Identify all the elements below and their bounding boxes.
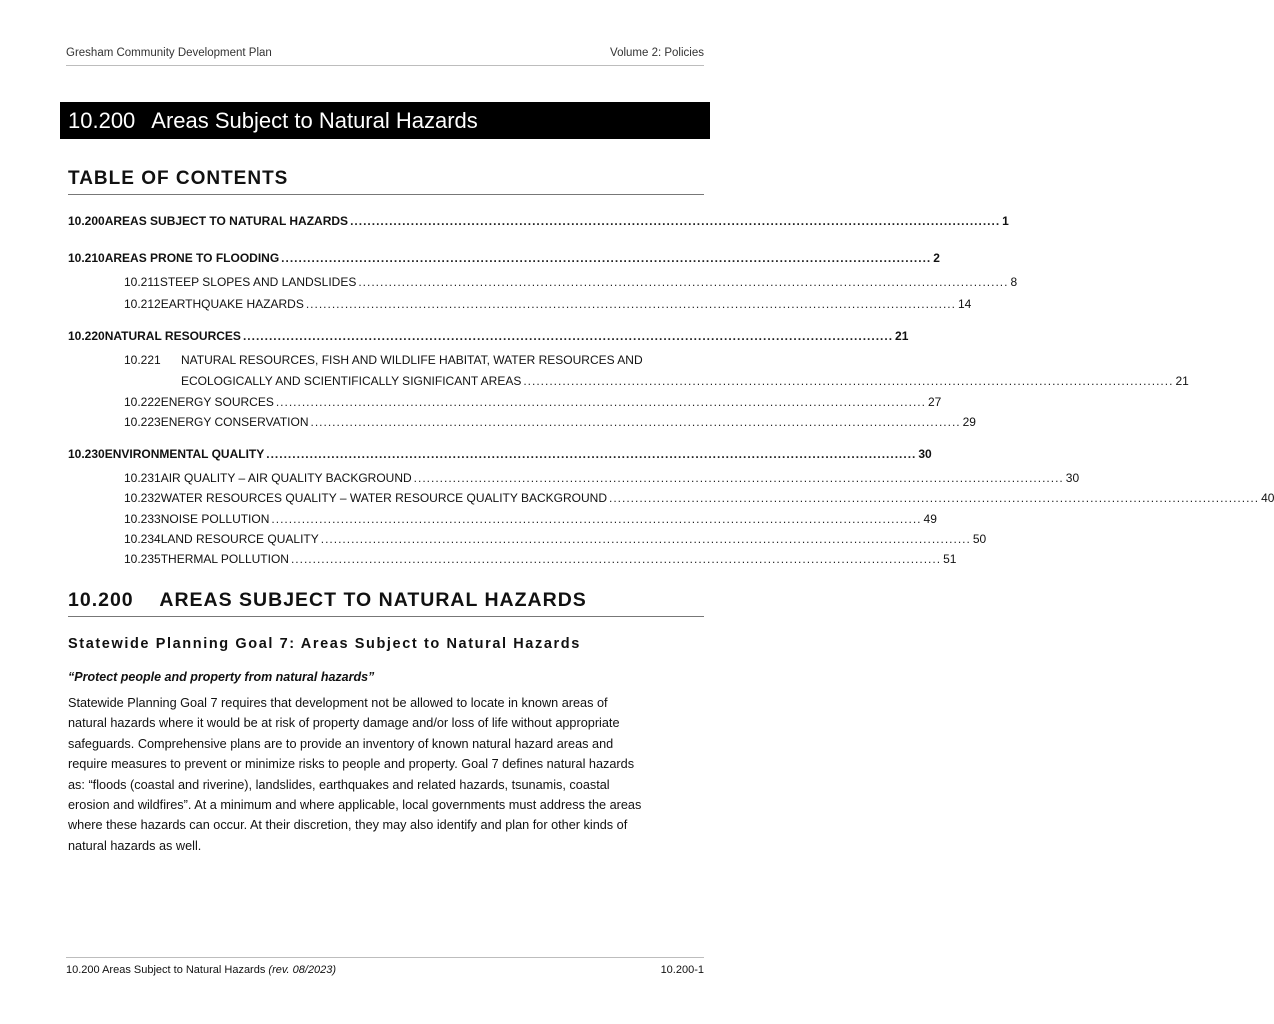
toc-entry-page: 1 [1002,214,1009,228]
toc-entry[interactable] [124,490,1274,506]
toc-dot-leader: ...................................................................................................................................................... [310,415,961,429]
body-line: natural hazards as well. [68,838,202,853]
toc-entry-page: 49 [923,512,937,526]
body-line: as: “floods (coastal and riverine), landslides, earthquakes and related hazards, tsunamis, coastal [68,777,610,792]
page-header [66,47,704,66]
toc-entry-page: 2 [933,251,940,265]
body-line: natural hazards where it would be at risk of property damage and/or loss of life without appropriate [68,716,620,731]
toc-entry-number: 10.210 [68,251,105,265]
body-line: Statewide Planning Goal 7 requires that development not be allowed to locate in known areas of [68,696,608,710]
toc-entry-title: AREAS SUBJECT TO NATURAL HAZARDS [104,214,349,228]
toc-entry-number: 10.212 [124,297,161,311]
body-line: erosion and wildfires”. At a minimum and where applicable, local governments must address the areas [68,798,642,813]
footer-chapter-title: 10.200 Areas Subject to Natural Hazards [66,964,266,976]
footer-page-number: 10.200-1 [660,964,704,976]
toc-entry-page: 14 [957,297,972,311]
toc-entry[interactable] [124,470,1080,486]
toc-entry-number: 10.235 [124,552,161,566]
toc-entry[interactable] [124,531,987,547]
toc-entry-number: 10.232 [124,491,161,505]
toc-entry-page: 21 [895,329,909,343]
toc-entry-title: AREAS PRONE TO FLOODING [104,251,280,265]
goal-subheading: Statewide Planning Goal 7: Areas Subject to Natural Hazards [68,636,581,652]
body-line: where these hazards can occur. At their discretion, they may also identify and plan for other kinds of [68,818,628,833]
toc-entry-number: 10.211 [124,275,160,289]
toc-dot-leader: ...................................................................................................................................................... [523,374,1174,388]
toc-dot-leader: ...................................................................................................................................................... [271,512,922,526]
toc-entry[interactable] [68,213,1009,229]
toc-entry[interactable] [124,296,972,312]
toc-dot-leader: ...................................................................................................................................................... [266,447,917,461]
toc-entry-title: NATURAL RESOURCES [104,329,241,343]
toc-entry-title: STEEP SLOPES AND LANDSLIDES [159,275,357,289]
toc-entry-page: 51 [943,552,957,566]
toc-heading: TABLE OF CONTENTS [68,168,704,195]
toc-entry-number: 10.233 [124,512,161,526]
toc-entry-number: 10.222 [124,395,161,409]
section-title: AREAS SUBJECT TO NATURAL HAZARDS [159,589,587,611]
toc-entry-page: 40 [1261,491,1274,505]
toc-entry-page: 27 [927,395,942,409]
footer-revision: (rev. 08/2023) [268,964,337,976]
toc-dot-leader: ...................................................................................................................................................... [413,471,1064,485]
section-number: 10.200 [68,589,134,611]
toc-entry[interactable] [68,446,932,462]
toc-entry[interactable] [68,250,940,266]
toc-entry[interactable] [124,352,702,368]
toc-dot-leader: ...................................................................................................................................................... [290,552,942,566]
toc-entry[interactable] [124,414,976,430]
toc-entry-title: WATER RESOURCES QUALITY – WATER RESOURCE QUALITY BACKGROUND [160,491,607,505]
toc-entry[interactable] [124,394,942,410]
toc-entry-page: 30 [918,447,932,461]
footer-chapter [66,964,336,976]
toc-entry[interactable] [124,274,1018,290]
toc-entry-number: 10.223 [124,415,161,429]
toc-entry[interactable] [124,551,957,567]
toc-entry-continued[interactable] [181,373,1189,389]
toc-entry-title: AIR QUALITY – AIR QUALITY BACKGROUND [160,471,412,485]
toc-entry-title: LAND RESOURCE QUALITY [160,532,319,546]
header-document-title: Gresham Community Development Plan [66,47,272,59]
toc-dot-leader: ...................................................................................................................................................... [320,532,971,546]
toc-dot-leader: ...................................................................................................................................................... [275,395,926,409]
page-footer [66,957,704,976]
toc-entry-title: THERMAL POLLUTION [160,552,289,566]
chapter-title: Areas Subject to Natural Hazards [151,107,478,133]
toc-entry-title: ENVIRONMENTAL QUALITY [104,447,265,461]
chapter-banner [60,102,710,139]
toc-entry-page: 30 [1065,471,1080,485]
toc-entry-number: 10.200 [68,214,105,228]
body-line: safeguards. Comprehensive plans are to provide an inventory of known natural hazard areas and [68,736,614,751]
toc-entry-page: 50 [972,532,987,546]
toc-entry-number: 10.234 [124,532,161,546]
toc-entry-page: 21 [1175,374,1189,388]
toc-dot-leader: ...................................................................................................................................................... [350,214,1001,228]
toc-entry-number: 10.221 [124,353,161,367]
toc-entry-number: 10.220 [68,329,105,343]
toc-dot-leader: ...................................................................................................................................................... [358,275,1009,289]
toc-entry-title: NATURAL RESOURCES, FISH AND WILDLIFE HABITAT, WATER RESOURCES AND [181,353,643,367]
toc-entry-title: ENERGY SOURCES [160,395,274,409]
toc-entry-title: EARTHQUAKE HAZARDS [160,297,304,311]
toc-entry-title-continued: ECOLOGICALLY AND SCIENTIFICALLY SIGNIFICANT AREAS [181,374,522,388]
body-paragraph [68,693,708,856]
toc-entry-page: 8 [1010,275,1018,289]
header-volume: Volume 2: Policies [610,47,704,59]
toc-entry-number: 10.230 [68,447,105,461]
toc-entry[interactable] [68,328,909,344]
chapter-number: 10.200 [68,107,136,133]
toc-entry[interactable] [124,511,937,527]
toc-entry-page: 29 [962,415,976,429]
section-heading [68,589,704,617]
toc-entry-title: ENERGY CONSERVATION [160,415,309,429]
toc-entry-title: NOISE POLLUTION [160,512,270,526]
toc-dot-leader: ...................................................................................................................................................... [242,329,894,343]
body-line: require measures to prevent or minimize risks to people and property. Goal 7 defines natural hazards [68,757,635,772]
toc-dot-leader: ...................................................................................................................................................... [305,297,956,311]
toc-dot-leader: ...................................................................................................................................................... [609,491,1260,505]
toc-entry-number: 10.231 [124,471,161,485]
toc-dot-leader: ...................................................................................................................................................... [281,251,932,265]
goal-quote: “Protect people and property from natural hazards” [68,670,375,684]
